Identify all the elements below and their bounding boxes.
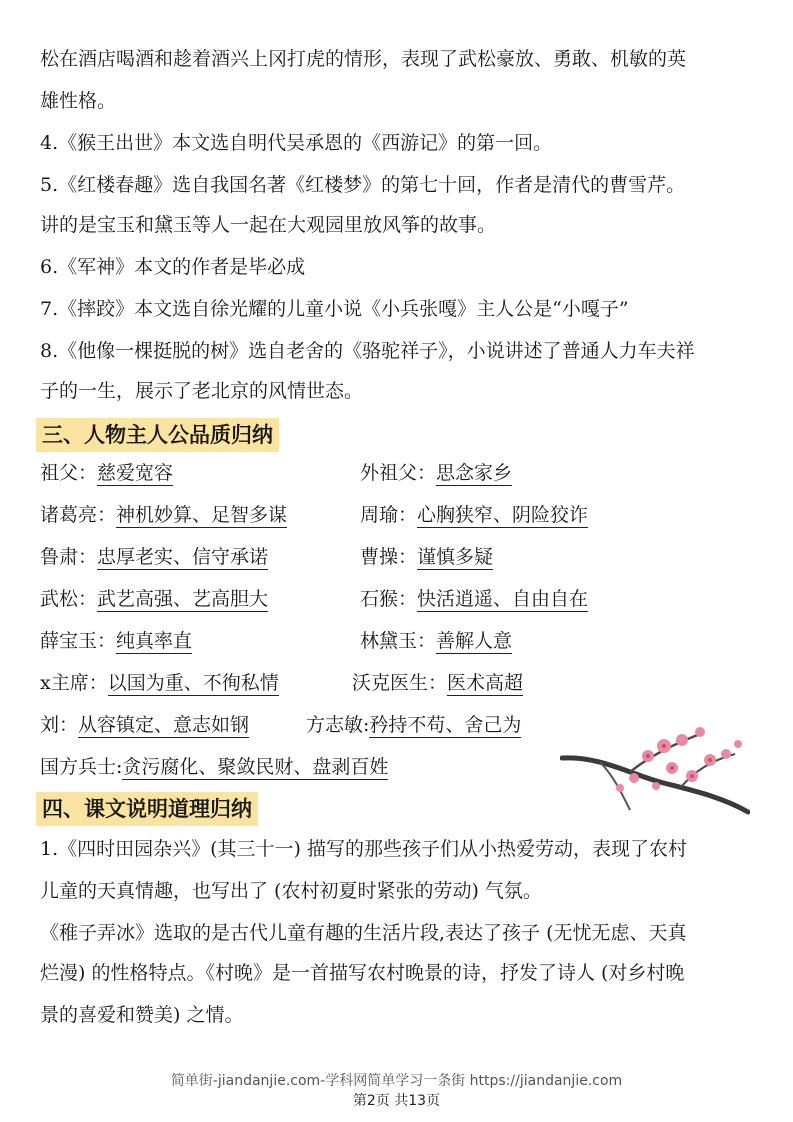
- trait-lin-daiyu: 林黛玉：善解人意: [360, 630, 513, 652]
- trait-grandfather: 祖父：慈爱宽容: [40, 462, 174, 484]
- trait-zhuge-liang: 诸葛亮：神机妙算、足智多谋: [40, 504, 288, 526]
- footer-source: 简单街-jiandanjie.com-学科网简单学习一条街 https://jiandanjie.com: [170, 1073, 623, 1089]
- section-4-heading: 四、课文说明道理归纳: [36, 792, 258, 826]
- section-4-p1-line-2: 儿童的天真情趣，也写出了 (农村初夏时紧张的劳动) 气氛。: [40, 880, 542, 902]
- item-6: 6.《军神》本文的作者是毕必成: [40, 256, 306, 278]
- plum-blossom-illustration: [560, 716, 750, 816]
- trait-xue-baoyu: 薛宝玉：纯真率直: [40, 630, 193, 652]
- section-4-p1-line-1: 1.《四时田园杂兴》(其三十一) 描写的那些孩子们从小热爱劳动，表现了农村: [40, 838, 687, 860]
- trait-fang-zhimin: 方志敏:矜持不苟、舍己为: [306, 714, 522, 736]
- trait-maternal-grandfather: 外祖父：思念家乡: [360, 462, 513, 484]
- item-8-line-1: 8.《他像一棵挺脱的树》选自老舍的《骆驼祥子》，小说讲述了普通人力车夫祥: [40, 340, 695, 362]
- footer-page-number: 第2页 共13页: [352, 1093, 441, 1109]
- item-8-line-2: 子的一生，展示了老北京的风情世态。: [40, 380, 364, 402]
- section-4-p2-line-3: 景的喜爱和赞美) 之情。: [40, 1004, 244, 1026]
- section-3-heading: 三、人物主人公品质归纳: [36, 418, 279, 452]
- trait-doctor-walker: 沃克医生：医术高超: [352, 672, 524, 694]
- item-5-line-2: 讲的是宝玉和黛玉等人一起在大观园里放风筝的故事。: [40, 214, 497, 236]
- intro-line-1: 松在酒店喝酒和趁着酒兴上冈打虎的情形，表现了武松豪放、勇敢、机敏的英: [40, 48, 687, 70]
- trait-cao-cao: 曹操：谨慎多疑: [360, 546, 494, 568]
- item-7: 7.《摔跤》本文选自徐光耀的儿童小说《小兵张嘎》主人公是“小嘎子”: [40, 298, 629, 320]
- intro-line-2: 雄性格。: [40, 90, 117, 112]
- trait-wu-song: 武松：武艺高强、艺高胆大: [40, 588, 269, 610]
- section-4-p2-line-2: 烂漫) 的性格特点。《村晚》是一首描写农村晚景的诗，抒发了诗人 (对乡村晚: [40, 962, 685, 984]
- trait-chairman: x主席：以国为重、不徇私情: [40, 672, 279, 694]
- trait-lu-su: 鲁肃：忠厚老实、信守承诺: [40, 546, 269, 568]
- item-5-line-1: 5.《红楼春趣》选自我国名著《红楼梦》的第七十回，作者是清代的曹雪芹。: [40, 174, 686, 196]
- section-4-p2-line-1: 《稚子弄冰》选取的是古代儿童有趣的生活片段,表达了孩子 (无忧无虑、天真: [40, 922, 687, 944]
- trait-nationalist-soldiers: 国方兵士:贪污腐化、聚敛民财、盘剥百姓: [40, 756, 389, 778]
- trait-liu: 刘：从容镇定、意志如钢: [40, 714, 250, 736]
- trait-zhou-yu: 周瑜：心胸狭窄、阴险狡诈: [360, 504, 589, 526]
- item-4: 4.《猴王出世》本文选自明代吴承恩的《西游记》的第一回。: [40, 132, 553, 154]
- trait-stone-monkey: 石猴：快活逍遥、自由自在: [360, 588, 589, 610]
